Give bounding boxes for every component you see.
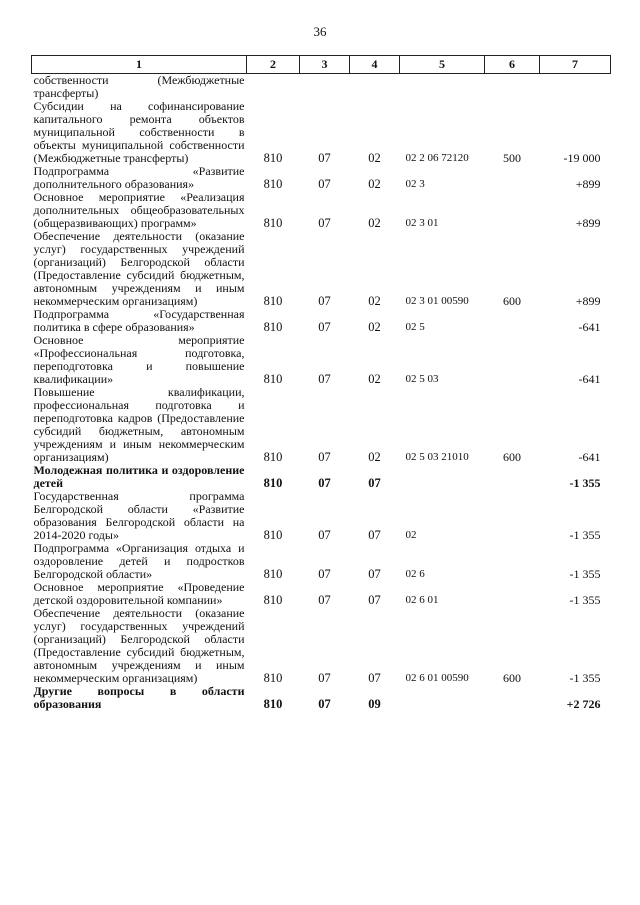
row-description: Подпрограмма «Организация отдыха и оздоровление детей и подростков Белгородской области»: [33, 541, 245, 581]
row-expense-type: [485, 165, 540, 191]
row-subsection-code: 02: [368, 450, 381, 464]
column-header-4: 4: [350, 56, 400, 74]
row-target-article: 02 3 01: [405, 217, 439, 229]
page-number: 36: [313, 24, 327, 39]
row-amount: [540, 74, 611, 101]
row-expense-type: [485, 490, 540, 542]
row-description: Обеспечение деятельности (оказание услуг) государственных учреждений (организаций) Белгородской области (Предоставление субсидий бюджетным, автономным учреждениям и иным некоммерческим организациям): [33, 606, 245, 685]
row-expense-type: [485, 74, 540, 101]
row-subsection-code: [350, 74, 400, 101]
row-target-article: 02 5: [405, 321, 425, 333]
row-section-code: 07: [318, 476, 331, 490]
table-row: [32, 464, 611, 490]
table-row: [32, 191, 611, 230]
column-header-3: 3: [300, 56, 350, 74]
row-expense-type: [485, 308, 540, 334]
row-expense-type: 600: [503, 450, 521, 464]
row-amount: -641: [578, 450, 601, 464]
row-subsection-code: 07: [368, 528, 381, 542]
column-header-6: 6: [485, 56, 540, 74]
row-target-article: 02: [405, 529, 417, 541]
row-expense-type: 500: [503, 151, 521, 165]
row-description: Субсидии на софинансирование капитального ремонта объектов муниципальной собственности в объекты муниципальной собственности (Межбюджетные трансферты): [33, 99, 245, 165]
row-description: Обеспечение деятельности (оказание услуг) государственных учреждений (организаций) Белгородской области (Предоставление субсидий бюджетным, автономным учреждениям и иным некоммерческим организациям): [33, 229, 245, 308]
row-ministry-code: 810: [263, 294, 283, 308]
row-subsection-code: 02: [368, 151, 381, 165]
row-description: Подпрограмма «Государственная политика в сфере образования»: [33, 307, 245, 334]
row-target-article: 02 6: [405, 568, 425, 580]
row-section-code: 07: [318, 294, 331, 308]
row-expense-type: 600: [503, 671, 521, 685]
row-section-code: 07: [318, 372, 331, 386]
row-amount: +2 726: [566, 697, 601, 711]
row-subsection-code: 07: [368, 567, 381, 581]
row-description: Подпрограмма «Развитие дополнительного образования»: [33, 164, 245, 191]
row-expense-type: [485, 542, 540, 581]
row-subsection-code: 07: [368, 593, 381, 607]
row-amount: -1 355: [569, 671, 601, 685]
table-row: [32, 685, 611, 711]
row-amount: -1 355: [569, 567, 601, 581]
row-amount: +899: [575, 177, 601, 191]
row-ministry-code: 810: [263, 372, 283, 386]
row-description: Основное мероприятие «Проведение детской оздоровительной компании»: [33, 580, 245, 607]
row-target-article: [400, 685, 485, 711]
table-row: [32, 334, 611, 386]
row-amount: -1 355: [569, 476, 601, 490]
row-description: Основное мероприятие «Профессиональная подготовка, переподготовка и повышение квалификации»: [33, 333, 245, 386]
row-subsection-code: 02: [368, 372, 381, 386]
table-row: [32, 74, 611, 101]
table-row: [32, 490, 611, 542]
row-expense-type: [485, 334, 540, 386]
row-description: Молодежная политика и оздоровление детей: [33, 463, 245, 490]
row-target-article: 02 6 01 00590: [405, 672, 469, 684]
row-subsection-code: 02: [368, 320, 381, 334]
row-section-code: 07: [318, 151, 331, 165]
row-section-code: 07: [318, 320, 331, 334]
row-ministry-code: 810: [263, 567, 283, 581]
row-subsection-code: 02: [368, 177, 381, 191]
row-subsection-code: 02: [368, 294, 381, 308]
row-ministry-code: 810: [263, 177, 283, 191]
row-amount: -1 355: [569, 593, 601, 607]
row-amount: -1 355: [569, 528, 601, 542]
row-amount: +899: [575, 294, 601, 308]
budget-table: [31, 55, 611, 711]
row-target-article: 02 2 06 72120: [405, 152, 469, 164]
column-header-5: 5: [400, 56, 485, 74]
row-target-article: 02 6 01: [405, 594, 439, 606]
row-ministry-code: 810: [263, 216, 283, 230]
table-row: [32, 308, 611, 334]
row-subsection-code: 07: [368, 671, 381, 685]
table-row: [32, 165, 611, 191]
row-amount: -19 000: [563, 151, 601, 165]
row-target-article: 02 5 03: [405, 373, 439, 385]
row-target-article: 02 3 01 00590: [405, 295, 469, 307]
row-section-code: 07: [318, 177, 331, 191]
row-expense-type: [485, 191, 540, 230]
table-row: [32, 386, 611, 464]
row-section-code: 07: [318, 593, 331, 607]
row-description: Государственная программа Белгородской области «Развитие образования Белгородской области на 2014-2020 годы»: [33, 489, 245, 542]
row-ministry-code: 810: [263, 151, 283, 165]
row-target-article: [400, 74, 485, 101]
row-description: собственности (Межбюджетные трансферты): [33, 73, 245, 100]
row-expense-type: [485, 581, 540, 607]
row-section-code: 07: [318, 671, 331, 685]
table-row: [32, 542, 611, 581]
row-ministry-code: 810: [263, 320, 283, 334]
row-description: Основное мероприятие «Реализация дополнительных общеобразовательных (общеразвивающих) программ»: [33, 190, 245, 230]
row-ministry-code: 810: [263, 593, 283, 607]
row-section-code: [300, 74, 350, 101]
column-header-1: 1: [32, 56, 247, 74]
row-target-article: [400, 464, 485, 490]
row-description: Другие вопросы в области образования: [33, 684, 245, 711]
column-header-2: 2: [247, 56, 300, 74]
row-target-article: 02 5 03 21010: [405, 451, 469, 463]
row-section-code: 07: [318, 216, 331, 230]
row-ministry-code: 810: [263, 476, 283, 490]
row-expense-type: [485, 685, 540, 711]
column-header-7: 7: [540, 56, 611, 74]
table-row: [32, 607, 611, 685]
table-row: [32, 100, 611, 165]
row-section-code: 07: [318, 528, 331, 542]
row-ministry-code: 810: [263, 671, 283, 685]
row-subsection-code: 09: [368, 697, 381, 711]
table-row: [32, 230, 611, 308]
row-expense-type: [485, 464, 540, 490]
row-ministry-code: 810: [263, 528, 283, 542]
row-section-code: 07: [318, 450, 331, 464]
row-target-article: 02 3: [405, 178, 425, 190]
row-ministry-code: [247, 74, 300, 101]
row-section-code: 07: [318, 697, 331, 711]
table-row: [32, 581, 611, 607]
row-ministry-code: 810: [263, 697, 283, 711]
table-header-row: [32, 56, 611, 74]
row-subsection-code: 07: [368, 476, 381, 490]
row-section-code: 07: [318, 567, 331, 581]
row-subsection-code: 02: [368, 216, 381, 230]
row-amount: -641: [578, 372, 601, 386]
row-amount: -641: [578, 320, 601, 334]
row-description: Повышение квалификации, профессиональная подготовка и переподготовка кадров (Предоставление субсидий бюджетным, автономным учреждениям и иным некоммерческим организациям): [33, 385, 245, 464]
row-amount: +899: [575, 216, 601, 230]
row-ministry-code: 810: [263, 450, 283, 464]
row-expense-type: 600: [503, 294, 521, 308]
